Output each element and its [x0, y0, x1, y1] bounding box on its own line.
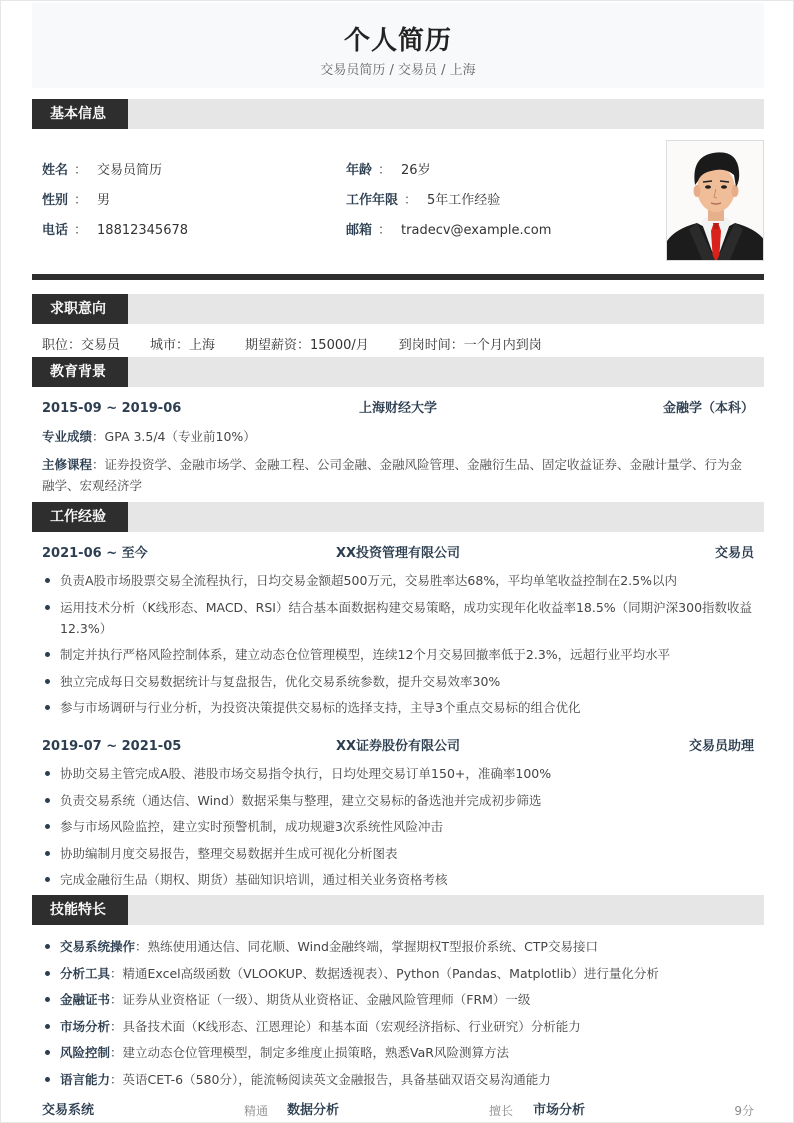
job-company: XX投资管理有限公司 — [335, 546, 461, 561]
list-item: 协助编制月度交易报告，整理交易数据并生成可视化分析图表 — [42, 843, 754, 864]
info-name: 姓名 ： 交易员简历 — [42, 163, 163, 178]
intent-arrival: 到岗时间：一个月内到岗 — [398, 338, 542, 353]
info-value: 5年工作经验 — [427, 193, 501, 208]
education-courses — [42, 454, 754, 496]
courses-value: ：证券投资学、金融市场学、金融工程、公司金融、金融风险管理、金融衍生品、固定收益证券、金融计量学、行为金融学、宏观经济学 — [42, 457, 743, 493]
info-label: 邮箱 — [346, 223, 373, 238]
gpa-value: ：GPA 3.5/4（专业前10%） — [92, 429, 256, 444]
intent-position: 职位：交易员 — [42, 338, 121, 353]
list-item: 制定并执行严格风险控制体系，建立动态仓位管理模型，连续12个月交易回撤率低于2.3%，远超行业平均水平 — [42, 644, 754, 665]
list-item: 参与市场调研与行业分析，为投资决策提供交易标的选择支持，主导3个重点交易标的组合优化 — [42, 697, 754, 718]
skill-item: 金融证书：证券从业资格证（一级）、期货从业资格证、金融风险管理师（FRM）一级 — [42, 989, 754, 1010]
skill-item: 交易系统操作：熟练使用通达信、同花顺、Wind金融终端，掌握期权T型报价系统、CTP交易接口 — [42, 936, 754, 957]
page-title: 个人简历 — [343, 26, 452, 56]
info-value: 26岁 — [401, 163, 431, 178]
section-divider — [32, 274, 764, 280]
info-label: 性别 — [42, 193, 69, 208]
section-title: 工作经验 — [32, 502, 128, 532]
list-item: 负责交易系统（通达信、Wind）数据采集与整理，建立交易标的备选池并完成初步筛选 — [42, 790, 754, 811]
intent-city: 城市：上海 — [150, 338, 216, 353]
skill-item: 风险控制：建立动态仓位管理模型，制定多维度止损策略，熟悉VaR风险测算方法 — [42, 1042, 754, 1063]
education-school: 上海财经大学 — [358, 401, 437, 416]
info-label: 年龄 — [346, 163, 373, 178]
job-row — [42, 545, 754, 563]
skill-item: 分析工具：精通Excel高级函数（VLOOKUP、数据透视表）、Python（Pandas、Matplotlib）进行量化分析 — [42, 963, 754, 984]
info-gender: 性别 ： 男 — [42, 193, 111, 208]
job-intent — [42, 338, 572, 354]
skills-list — [42, 936, 754, 1095]
info-email: 邮箱 ： tradecv@example.com — [346, 223, 552, 238]
section-header-education — [32, 357, 764, 387]
education-row — [42, 400, 754, 418]
section-title: 教育背景 — [32, 357, 128, 387]
education-gpa — [42, 426, 754, 447]
section-title: 基本信息 — [32, 99, 128, 129]
section-header-skills — [32, 895, 764, 925]
section-title: 求职意向 — [32, 294, 128, 324]
skill-item: 市场分析：具备技术面（K线形态、江恩理论）和基本面（宏观经济指标、行业研究）分析能力 — [42, 1016, 754, 1037]
job-period: 2019-07 ~ 2021-05 — [42, 739, 182, 754]
info-value: 18812345678 — [97, 223, 189, 238]
job-period: 2021-06 ~ 至今 — [42, 546, 148, 561]
gpa-label: 专业成绩 — [42, 429, 93, 444]
info-label: 工作年限 — [346, 193, 399, 208]
courses-label: 主修课程 — [42, 457, 93, 472]
section-title: 技能特长 — [32, 895, 128, 925]
list-item: 协助交易主管完成A股、港股市场交易指令执行，日均处理交易订单150+，准确率100% — [42, 763, 754, 784]
info-label: 电话 — [42, 223, 69, 238]
list-item: 独立完成每日交易数据统计与复盘报告，优化交易系统参数，提升交易效率30% — [42, 671, 754, 692]
education-major: 金融学（本科） — [662, 401, 754, 416]
job-company: XX证券股份有限公司 — [335, 739, 461, 754]
info-years: 工作年限 ： 5年工作经验 — [346, 193, 501, 208]
portrait-icon — [667, 141, 764, 261]
skill-item: 语言能力：英语CET-6（580分），能流畅阅读英文金融报告，具备基础双语交易沟通能力 — [42, 1069, 754, 1090]
job-duties — [42, 763, 754, 896]
page-subtitle: 交易员简历 / 交易员 / 上海 — [320, 63, 476, 78]
list-item: 参与市场风险监控，建立实时预警机制，成功规避3次系统性风险冲击 — [42, 816, 754, 837]
skill-level-item: 数据分析 擅长 — [287, 1103, 513, 1118]
resume-header — [32, 3, 764, 88]
avatar — [666, 140, 764, 261]
info-phone: 电话 ： 18812345678 — [42, 223, 189, 238]
job-duties — [42, 570, 754, 724]
info-value: 男 — [97, 193, 111, 208]
skill-level-item: 市场分析 9分 — [533, 1103, 754, 1118]
section-header-work — [32, 502, 764, 532]
list-item: 运用技术分析（K线形态、MACD、RSI）结合基本面数据构建交易策略，成功实现年化收益率18.5%（同期沪深300指数收益12.3%） — [42, 597, 754, 639]
job-role: 交易员 — [714, 546, 754, 561]
skill-levels — [42, 1102, 754, 1120]
education-period: 2015-09 ~ 2019-06 — [42, 401, 182, 416]
info-label: 姓名 — [42, 163, 69, 178]
info-value: tradecv@example.com — [401, 223, 552, 238]
info-age: 年龄 ： 26岁 — [346, 163, 431, 178]
list-item: 负责A股市场股票交易全流程执行，日均交易金额超500万元，交易胜率达68%，平均单笔收益控制在2.5%以内 — [42, 570, 754, 591]
intent-salary: 期望薪资：15000/月 — [245, 338, 369, 353]
section-header-basic — [32, 99, 764, 129]
info-value: 交易员简历 — [97, 163, 163, 178]
section-header-intent — [32, 294, 764, 324]
list-item: 完成金融衍生品（期权、期货）基础知识培训，通过相关业务资格考核 — [42, 869, 754, 890]
job-row — [42, 738, 754, 756]
job-role: 交易员助理 — [688, 739, 754, 754]
skill-level-item: 交易系统 精通 — [42, 1103, 268, 1118]
